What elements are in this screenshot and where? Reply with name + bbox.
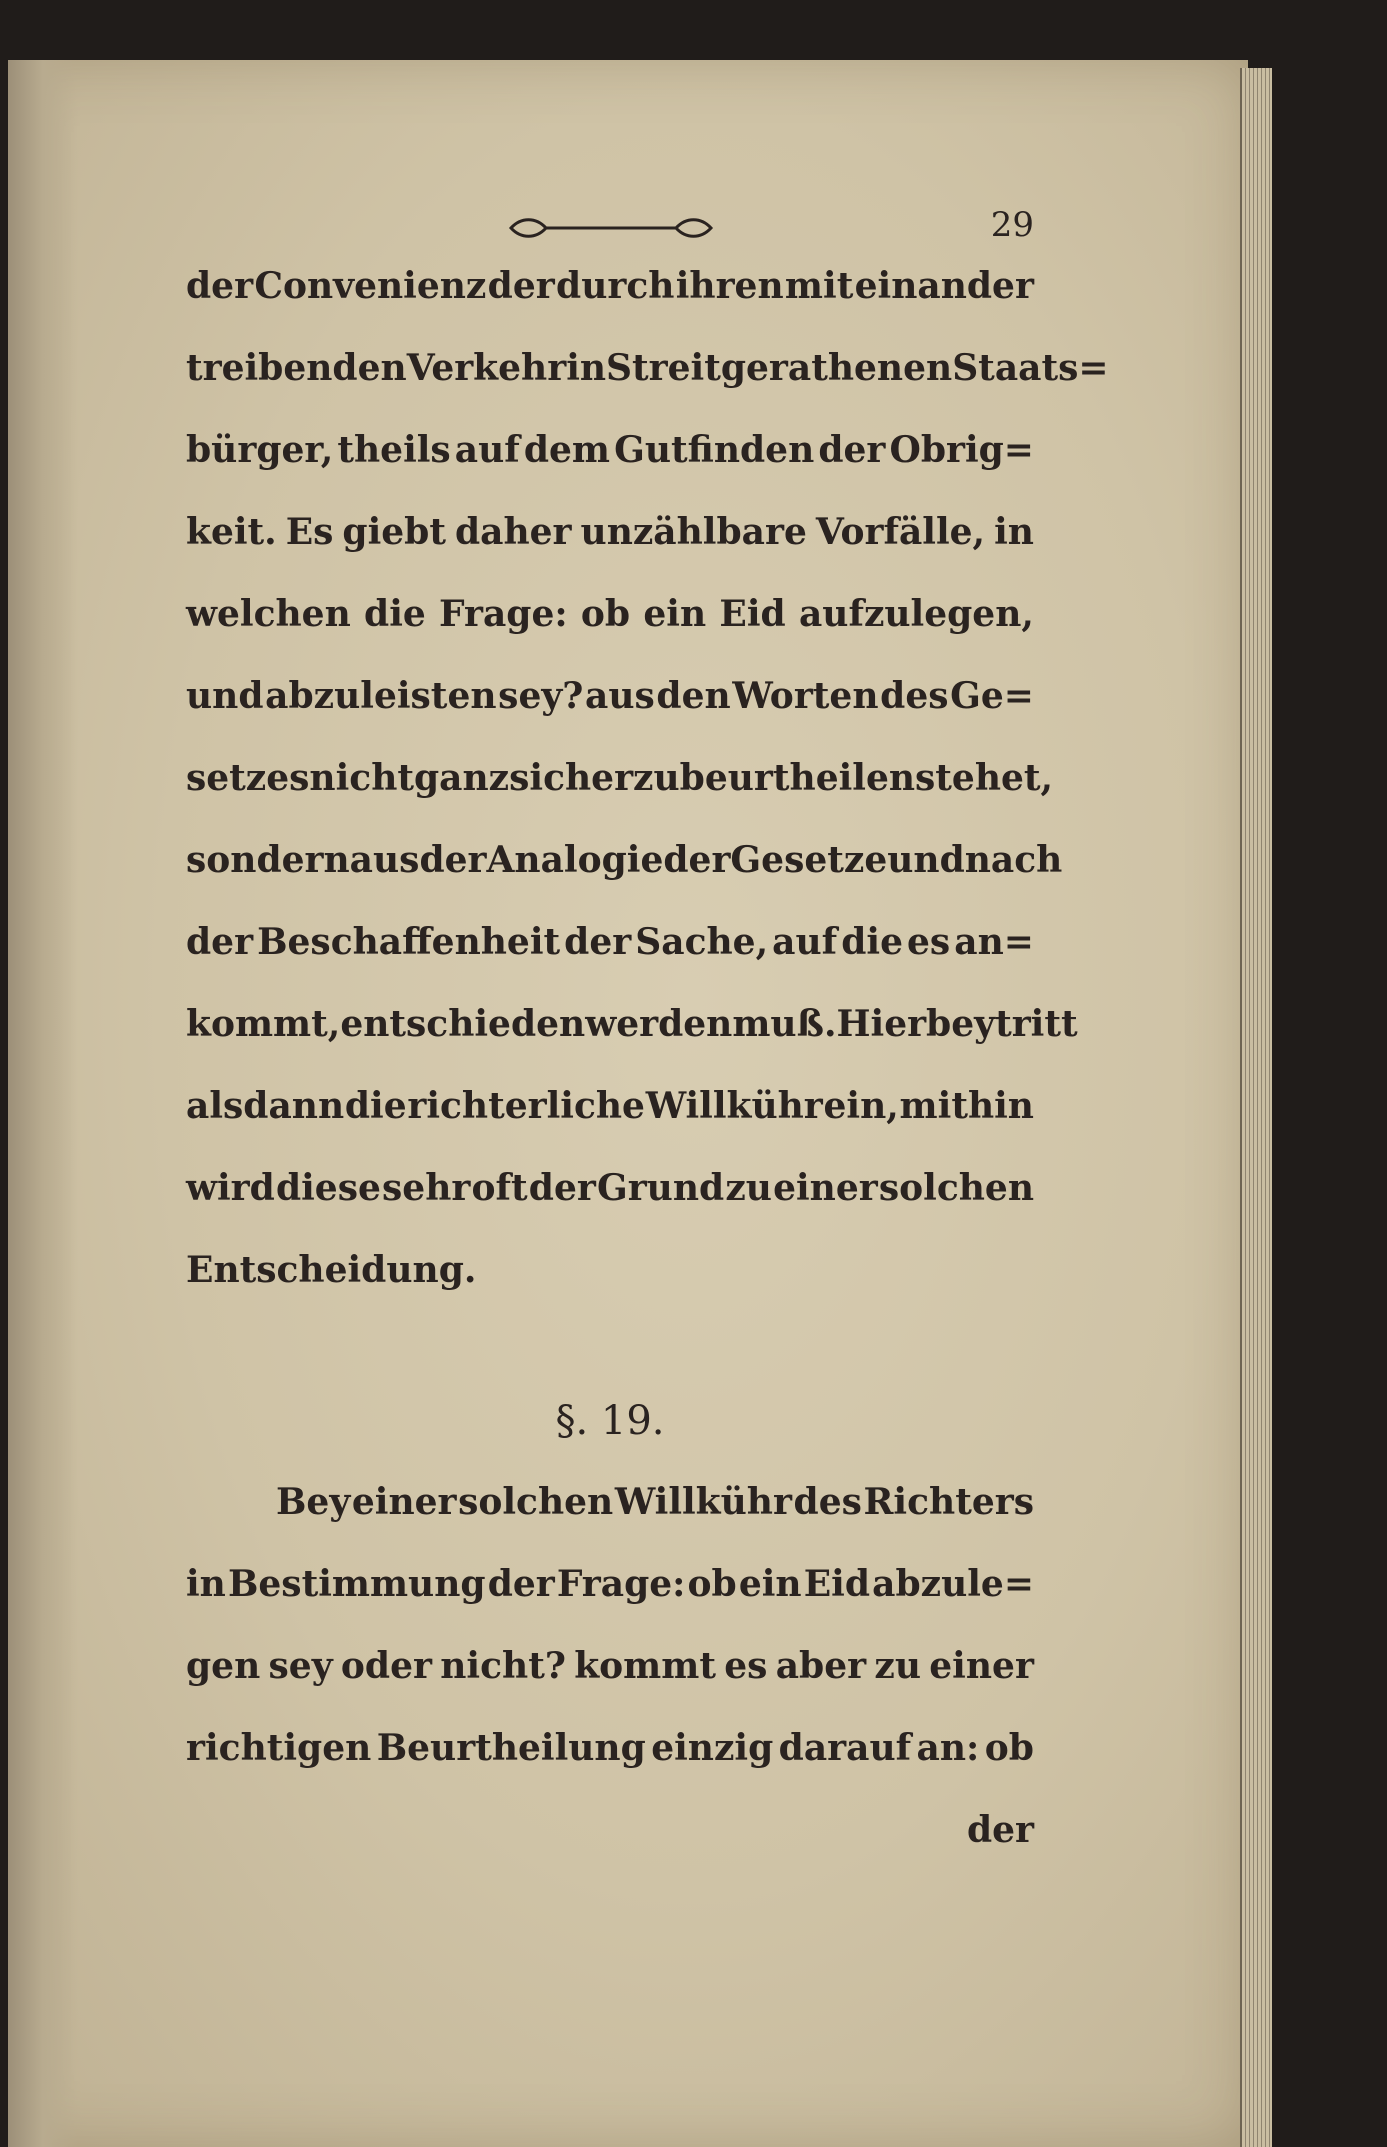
word: einer [773,1167,878,1209]
word: die [344,1085,407,1127]
word: Verkehr [406,347,567,389]
word: in [186,1563,226,1605]
text-line [186,1003,1078,1085]
word: Bestimmung [227,1563,486,1605]
word: treibenden [186,347,407,389]
word: giebt [342,511,446,553]
word: des [793,1481,862,1523]
word: der [564,921,632,963]
word: Hierbey [836,1003,996,1045]
text-line [186,921,1034,1003]
text-line [186,839,1063,921]
word: Frage: [556,1563,686,1605]
paragraph-1 [186,265,1109,1331]
word: sey? [498,675,584,717]
word: einer [929,1645,1034,1687]
word: aus [349,839,420,881]
paragraph-2 [186,1481,1034,1809]
text-line [186,265,1034,347]
word: sey [268,1645,333,1687]
word: zu [725,1167,772,1209]
word: einander [854,265,1034,307]
word: Willkühr [614,1481,792,1523]
text-line [186,1249,1034,1331]
word: Streit [606,347,721,389]
word: zu [874,1645,921,1687]
word: muß. [732,1003,837,1045]
word: der [528,1167,596,1209]
word: Frage: [439,593,568,635]
word: bürger, [186,429,334,471]
word: Gutfinden [614,429,815,471]
word: kommt [574,1645,716,1687]
word: nicht [309,757,414,799]
word: ob [984,1727,1034,1769]
word: ihren [675,265,784,307]
word: abzuleisten [265,675,497,717]
text-line [186,675,1034,757]
word: ganz [414,757,510,799]
word: Eid [803,1563,871,1605]
word: wird [186,1167,275,1209]
word: der [487,265,555,307]
word: Obrig= [889,429,1034,471]
word: Richters [863,1481,1034,1523]
word: ein [643,593,707,635]
word: dem [523,429,611,471]
text-line [186,593,1034,675]
word: an= [954,921,1034,963]
word: stehet, [915,757,1054,799]
word: ein [738,1563,802,1605]
word: der [487,1563,555,1605]
page-header [186,205,1034,265]
word: setzes [186,757,310,799]
word: werden [585,1003,733,1045]
word: Ge= [950,675,1034,717]
word: richtigen [186,1727,372,1769]
word: und [186,675,264,717]
word: es [724,1645,768,1687]
word: in [566,347,607,389]
text-line [186,757,1054,839]
word: aus [585,675,655,717]
word: nach [964,839,1063,881]
word: theils [337,429,451,471]
text-line [186,1167,1034,1249]
text-line [186,429,1034,511]
page-gutter [8,60,78,2147]
word: des [880,675,949,717]
word: der [186,921,254,963]
word: oder [340,1645,432,1687]
word: solchen [878,1167,1034,1209]
word: aber [775,1645,867,1687]
word: kommt, [186,1003,341,1045]
word: und [887,839,965,881]
word: ob [687,1563,737,1605]
word: sehr [382,1167,471,1209]
word: nicht? [440,1645,566,1687]
text-line [186,511,1034,593]
word: der [186,265,254,307]
word: zu [633,757,680,799]
page-edges [1240,68,1272,2147]
word: ein, [823,1085,899,1127]
word: Beschaffenheit [257,921,561,963]
word: Eid [719,593,786,635]
section-heading: §. 19. [555,1398,665,1444]
word: beurtheilen [679,757,916,799]
text-line [186,1645,1034,1727]
word: die [841,921,903,963]
word: darauf [778,1727,912,1769]
word: Grund [596,1167,725,1209]
word: die [364,593,426,635]
word: mithin [899,1085,1034,1127]
text-line [186,1563,1034,1645]
word: in [994,511,1034,553]
word: mit [784,265,854,307]
word: Willkühr [645,1085,823,1127]
page-number: 29 [990,205,1034,245]
word: an: [916,1727,980,1769]
word: abzule= [872,1563,1034,1605]
word: einer [351,1481,457,1523]
word: durch [556,265,675,307]
word: gerathenen [720,347,953,389]
text-line [186,1481,1034,1563]
word: den [656,675,731,717]
word: keit. [186,511,277,553]
word: entschieden [340,1003,586,1045]
word: Convenienz [254,265,487,307]
word: ob [580,593,631,635]
word: einzig [651,1727,774,1769]
word: der [663,839,731,881]
word: Es [285,511,334,553]
word: Entscheidung. [186,1249,477,1291]
text-line [186,1085,1034,1167]
word: sicher [509,757,634,799]
word: unzählbare [580,511,807,553]
word: der [419,839,487,881]
word: oft [471,1167,528,1209]
word: Vorfälle, [815,511,986,553]
word: aufzulegen, [798,593,1034,635]
word: Worten [732,675,879,717]
word: alsdann [186,1085,345,1127]
word: Beurtheilung [376,1727,646,1769]
text-line [186,1727,1034,1809]
catchword: der [966,1809,1034,1851]
word: solchen [458,1481,614,1523]
ornament-icon [506,213,716,243]
word: der [818,429,886,471]
word: es [907,921,951,963]
word: gen [186,1645,261,1687]
word: sondern [186,839,350,881]
word: Bey [276,1481,351,1523]
word: Gesetze [730,839,888,881]
word: auf [454,429,520,471]
word: diese [275,1167,381,1209]
word: auf [772,921,838,963]
word: daher [454,511,572,553]
word: Analogie [486,839,664,881]
page-text [186,205,1109,1891]
word: welchen [186,593,351,635]
word: Staats= [952,347,1109,389]
text-line [186,347,1109,429]
word: Sache, [635,921,769,963]
word: richterliche [407,1085,645,1127]
word: tritt [995,1003,1078,1045]
